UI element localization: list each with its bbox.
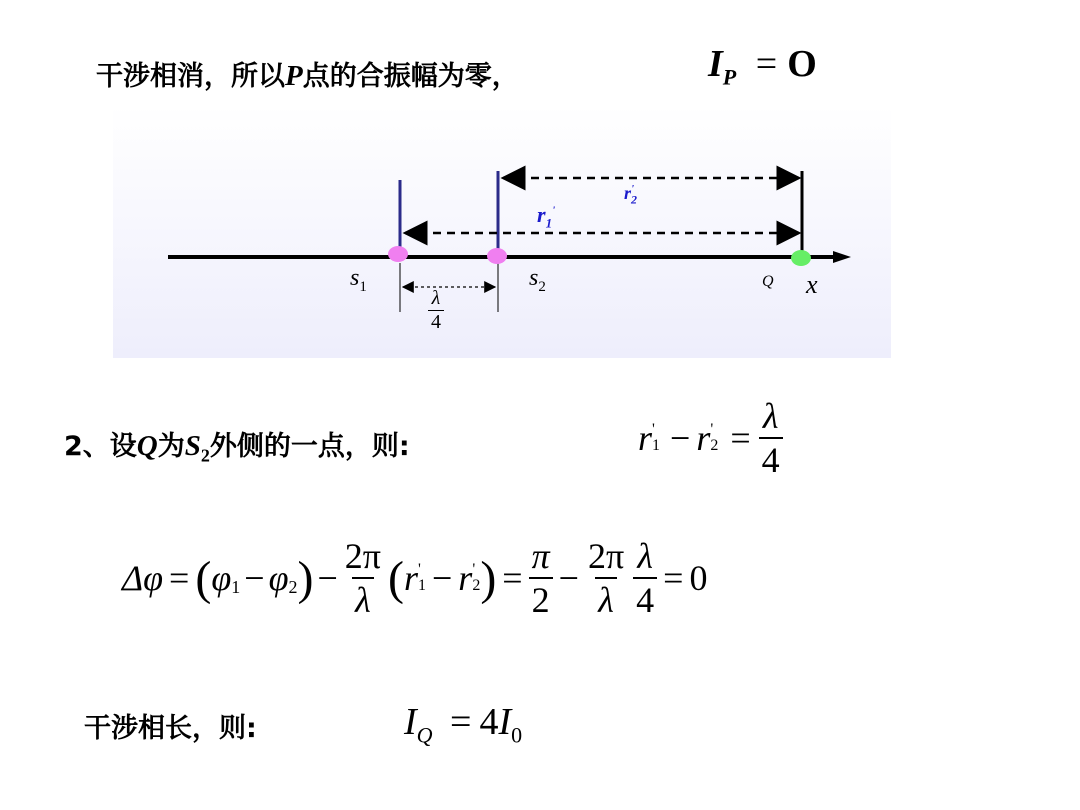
- line2-text-c: 外侧的一点，则:: [209, 431, 410, 462]
- label-r2-sub: 2: [631, 192, 638, 207]
- formula-ip: [708, 42, 817, 91]
- r-diff-r2-scripts: [710, 422, 718, 454]
- dphi-zero: 0: [689, 558, 708, 598]
- point-q-dot: [791, 250, 811, 266]
- label-r1-sub: 1: [545, 215, 553, 231]
- iq-i0-sub: 0: [511, 722, 523, 748]
- dphi-phi2-sub: 2: [288, 577, 298, 597]
- label-r2-r: r: [624, 183, 632, 203]
- line1-text: [96, 54, 519, 93]
- formula-iq: [404, 700, 522, 749]
- dphi-frac3: [585, 535, 627, 621]
- dphi-r2-sub: 2: [472, 577, 481, 594]
- dphi-r2: r: [458, 558, 473, 598]
- label-s2-sub: 2: [538, 278, 546, 295]
- dphi-minus3: −: [431, 558, 453, 598]
- label-s2-s: s: [529, 265, 539, 291]
- dphi-minus1: −: [244, 558, 265, 598]
- source-s2-dot: [487, 248, 507, 264]
- interference-diagram: [113, 105, 891, 358]
- dphi-r1-scripts: [418, 562, 426, 594]
- dphi-eq2: =: [502, 558, 523, 598]
- ip-i: I: [708, 43, 723, 85]
- lambda4-num: λ: [431, 287, 441, 309]
- source-s1-dot: [388, 246, 408, 262]
- ip-sub: P: [722, 64, 737, 90]
- dphi-rparen1: ): [297, 551, 314, 605]
- label-r1-prime: ': [552, 204, 556, 217]
- dphi-lparen1: (: [195, 551, 212, 605]
- label-lambda-over-4: [428, 287, 444, 334]
- dphi-phi2: φ: [268, 558, 289, 598]
- label-s2: [529, 265, 546, 296]
- r-diff-r2: r: [696, 418, 711, 458]
- diagram-svg: [113, 105, 891, 358]
- line1-text-p: P: [285, 60, 303, 92]
- dphi-frac4-den: 4: [633, 577, 657, 621]
- dphi-r2-prime: ': [472, 561, 476, 578]
- dphi-delta: Δφ: [122, 558, 164, 598]
- label-s1-s: s: [350, 265, 360, 291]
- lambda4-den: 4: [428, 310, 444, 334]
- r-diff-r2-sub: 2: [710, 437, 719, 454]
- r-diff-eq: =: [730, 418, 751, 458]
- formula-delta-phi: [122, 528, 707, 628]
- dphi-frac4: [633, 535, 657, 621]
- x-axis-arrow: [833, 251, 851, 263]
- label-r1: [537, 202, 555, 231]
- label-s1: [350, 265, 367, 296]
- dphi-lparen2: (: [387, 551, 404, 605]
- dphi-frac2-num: π: [531, 536, 550, 576]
- lambda4-frac: [428, 287, 444, 334]
- line2-text-q: Q: [136, 430, 158, 462]
- iq-coef: 4: [479, 701, 499, 743]
- iq-eq: =: [450, 701, 472, 743]
- label-s1-sub: 1: [359, 278, 367, 295]
- r-diff-frac-num: λ: [762, 396, 779, 436]
- label-r1-r: r: [537, 202, 546, 227]
- dphi-eq1: =: [169, 558, 190, 598]
- label-x: x: [806, 270, 818, 299]
- formula-r-diff: [638, 395, 783, 481]
- dphi-eq3: =: [663, 558, 684, 598]
- iq-i: I: [404, 701, 417, 743]
- dphi-frac1: [342, 535, 384, 621]
- dphi-frac1-num: 2π: [344, 536, 381, 576]
- dphi-minus4: −: [558, 558, 579, 598]
- ip-val: O: [787, 43, 817, 85]
- r-diff-r2-prime: ': [710, 421, 714, 438]
- line2-text-a: 2、设: [64, 431, 137, 462]
- dphi-frac3-num: 2π: [587, 536, 625, 576]
- dphi-frac3-den: λ: [595, 577, 617, 621]
- dphi-r2-scripts: [472, 562, 480, 594]
- dphi-r1-prime: ': [417, 561, 421, 578]
- dphi-minus2: −: [317, 558, 338, 598]
- dphi-r1-sub: 1: [417, 577, 426, 594]
- dphi-frac4-num: λ: [637, 536, 653, 576]
- line2-text-b: 为: [157, 431, 185, 462]
- line2-text-s: S: [184, 430, 201, 462]
- r-diff-r1-prime: ': [652, 421, 655, 438]
- dphi-phi1: φ: [211, 558, 232, 598]
- dphi-rparen2: ): [480, 551, 497, 605]
- dphi-r1: r: [403, 558, 418, 598]
- line4-text: 干涉相长，则:: [84, 713, 257, 744]
- line1-text-b: 点的合振幅为零，: [302, 61, 519, 92]
- ip-eq: =: [755, 43, 778, 85]
- dphi-phi1-sub: 1: [231, 577, 241, 597]
- iq-i0: I: [498, 701, 512, 743]
- iq-sub: Q: [416, 722, 433, 748]
- r-diff-r1-sub: 1: [652, 437, 661, 454]
- r-diff-r1-scripts: [652, 422, 660, 454]
- r-diff-frac-den: 4: [759, 437, 783, 481]
- dphi-frac1-den: λ: [352, 577, 374, 621]
- line1-text-a: 干涉相消，所以: [96, 61, 285, 92]
- r-diff-minus: −: [670, 418, 691, 458]
- label-r2-prime: ': [631, 183, 635, 195]
- dphi-frac2-den: 2: [529, 577, 553, 621]
- line2-text-s-sub: 2: [200, 445, 210, 466]
- label-q: Q: [762, 273, 774, 290]
- line2-text: [64, 424, 410, 466]
- label-r2: [624, 183, 640, 208]
- dphi-frac2: [529, 535, 553, 621]
- r-diff-r1: r: [638, 418, 653, 458]
- r-diff-frac: [759, 395, 783, 481]
